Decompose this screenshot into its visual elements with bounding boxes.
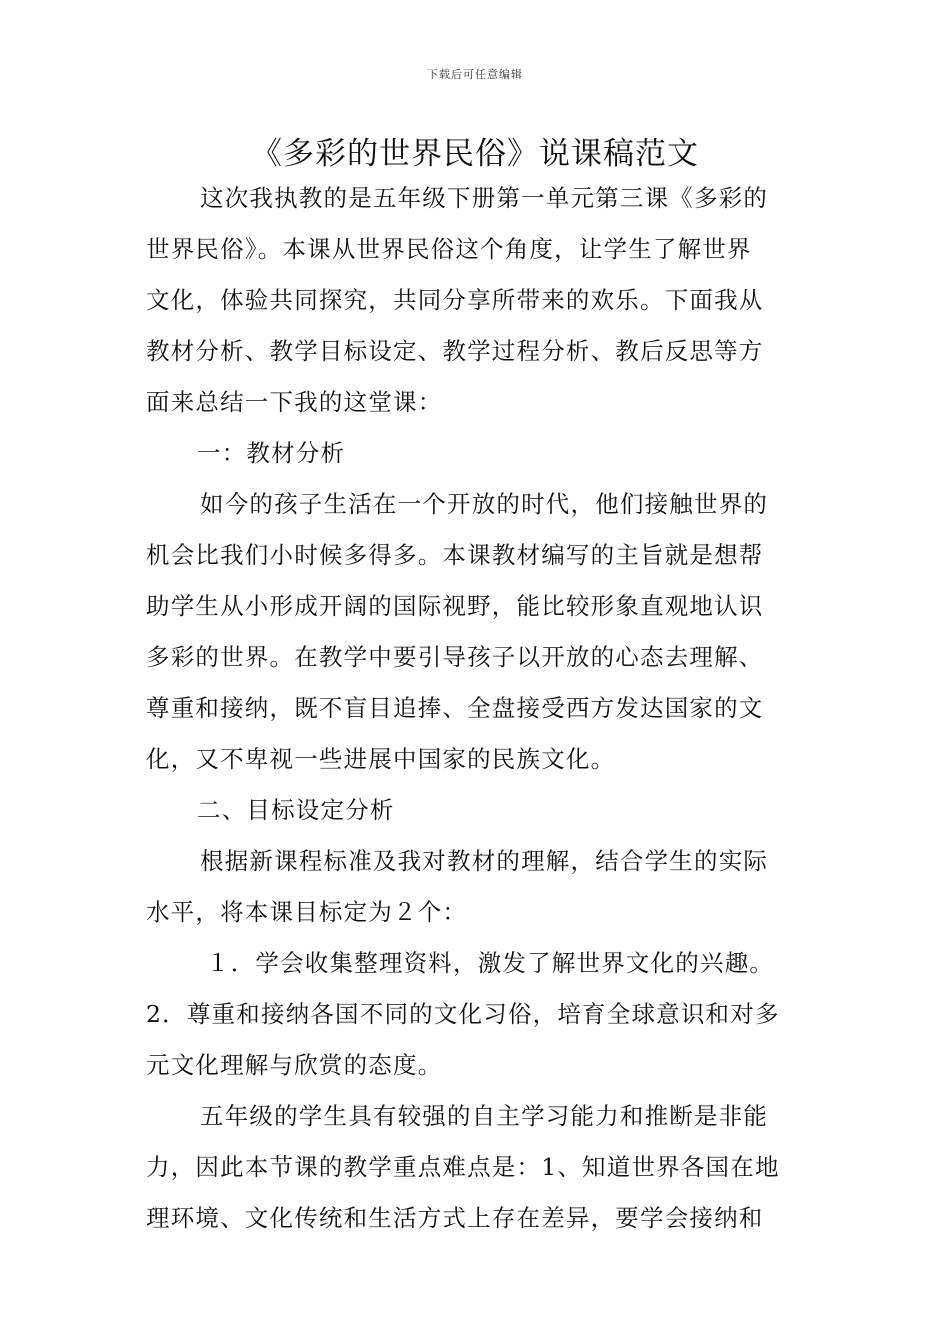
paragraph-line: 化，又不卑视一些进展中国家的民族文化。: [146, 745, 616, 773]
paragraph-line: 根据新课程标准及我对教材的理解，结合学生的实际: [200, 847, 769, 875]
paragraph-line: 五年级的学生具有较强的自主学习能力和推断是非能: [200, 1102, 769, 1130]
paragraph-line: 如今的孩子生活在一个开放的时代，他们接触世界的: [200, 490, 769, 518]
paragraph-line: 世界民俗》。本课从世界民俗这个角度，让学生了解世界: [146, 235, 752, 263]
paragraph-line: 力，因此本节课的教学重点难点是：1、知道世界各国在地: [146, 1153, 780, 1181]
list-item: １．学会收集整理资料，激发了解世界文化的兴趣。: [206, 949, 775, 977]
paragraph-line: 这次我执教的是五年级下册第一单元第三课《多彩的: [200, 184, 769, 212]
section-heading: 二、目标设定分析: [197, 796, 395, 824]
paragraph-line: 水平，将本课目标定为２个：: [146, 898, 468, 926]
section-heading: 一：教材分析: [197, 439, 346, 467]
paragraph-line: 元文化理解与欣赏的态度。: [146, 1051, 443, 1079]
header-note: 下载后可任意编辑: [427, 68, 523, 81]
paragraph-line: 理环境、文化传统和生活方式上存在差异，要学会接纳和: [146, 1204, 764, 1232]
paragraph-line: 教材分析、教学目标设定、教学过程分析、教后反思等方: [146, 337, 764, 365]
paragraph-line: 文化，体验共同探究，共同分享所带来的欢乐。下面我从: [146, 286, 764, 314]
list-item: 2．尊重和接纳各国不同的文化习俗，培育全球意识和对多: [146, 1000, 780, 1028]
paragraph-line: 助学生从小形成开阔的国际视野，能比较形象直观地认识: [146, 592, 764, 620]
document-body: [146, 176, 814, 1247]
paragraph-line: 面来总结一下我的这堂课：: [146, 388, 443, 416]
paragraph-line: 机会比我们小时候多得多。本课教材编写的主旨就是想帮: [146, 541, 764, 569]
document-title: 《多彩的世界民俗》说课稿范文: [251, 136, 699, 172]
paragraph-line: 尊重和接纳，既不盲目追捧、全盘接受西方发达国家的文: [146, 694, 764, 722]
paragraph-line: 多彩的世界。在教学中要引导孩子以开放的心态去理解、: [146, 643, 764, 671]
